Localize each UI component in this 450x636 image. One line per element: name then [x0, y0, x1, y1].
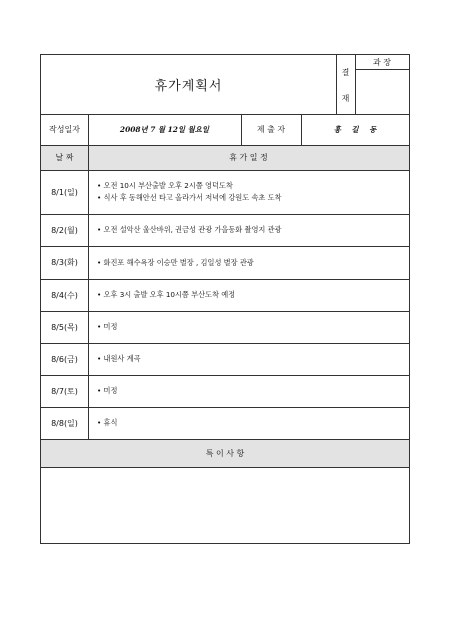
schedule-date: 8/6(금) — [51, 354, 78, 364]
date-column-header: 날 짜 — [55, 153, 74, 162]
schedule-plan-line: • 내원사 계곡 — [97, 354, 141, 363]
schedule-plan — [97, 289, 235, 301]
schedule-plan-line: • 식사 후 동해안선 타고 올라가서 저녁에 강원도 속초 도착 — [97, 193, 282, 202]
schedule-plan-line: • 화진포 해수욕장 이승만 별장 , 김일성 별장 관광 — [97, 258, 254, 267]
schedule-date: 8/3(화) — [51, 258, 78, 267]
schedule-plan — [97, 353, 141, 365]
document-title: 휴가계획서 — [154, 79, 223, 94]
schedule-plan — [97, 257, 254, 269]
schedule-date: 8/5(목) — [51, 322, 78, 332]
schedule-plan — [97, 417, 117, 429]
schedule-plan-line: • 휴식 — [97, 418, 118, 427]
vacation-plan-form — [40, 54, 410, 544]
schedule-plan-line: • 오후 3시 출발 오후 10시쯤 부산도착 예정 — [97, 290, 236, 299]
schedule-plan — [97, 180, 282, 204]
submitter-label: 제 출 자 — [256, 125, 286, 134]
approval-label-bottom: 재 — [341, 93, 350, 103]
schedule-date: 8/2(월) — [51, 225, 78, 235]
plan-column-header: 휴 가 일 정 — [229, 153, 268, 162]
schedule-plan — [97, 385, 117, 397]
schedule-plan-line: • 미정 — [97, 322, 118, 331]
approval-signature-box — [355, 69, 409, 114]
schedule-date: 8/4(수) — [51, 290, 78, 300]
schedule-plan — [97, 321, 117, 333]
approval-label-top: 결 — [341, 67, 350, 77]
author-date-label: 작성일자 — [49, 125, 80, 134]
author-date-value: 2008년 7 월 12일 월요일 — [119, 125, 210, 134]
notes-header: 특 이 사 항 — [205, 448, 245, 458]
schedule-date: 8/7(토) — [51, 386, 78, 396]
schedule-plan — [97, 224, 282, 236]
schedule-plan-line: • 미정 — [97, 386, 118, 395]
submitter-value: 홍 길 동 — [333, 125, 377, 134]
schedule-date: 8/8(일) — [51, 418, 78, 428]
schedule-plan-line: • 오전 설악산 울산바위, 권금성 관광 가을동화 촬영지 관광 — [97, 225, 282, 234]
schedule-date: 8/1(일) — [51, 187, 78, 197]
notes-content — [41, 467, 409, 543]
schedule-plan-line: • 오전 10시 부산출발 오후 2시쯤 영덕도착 — [97, 181, 233, 190]
approval-role-manager: 과 장 — [373, 57, 391, 67]
